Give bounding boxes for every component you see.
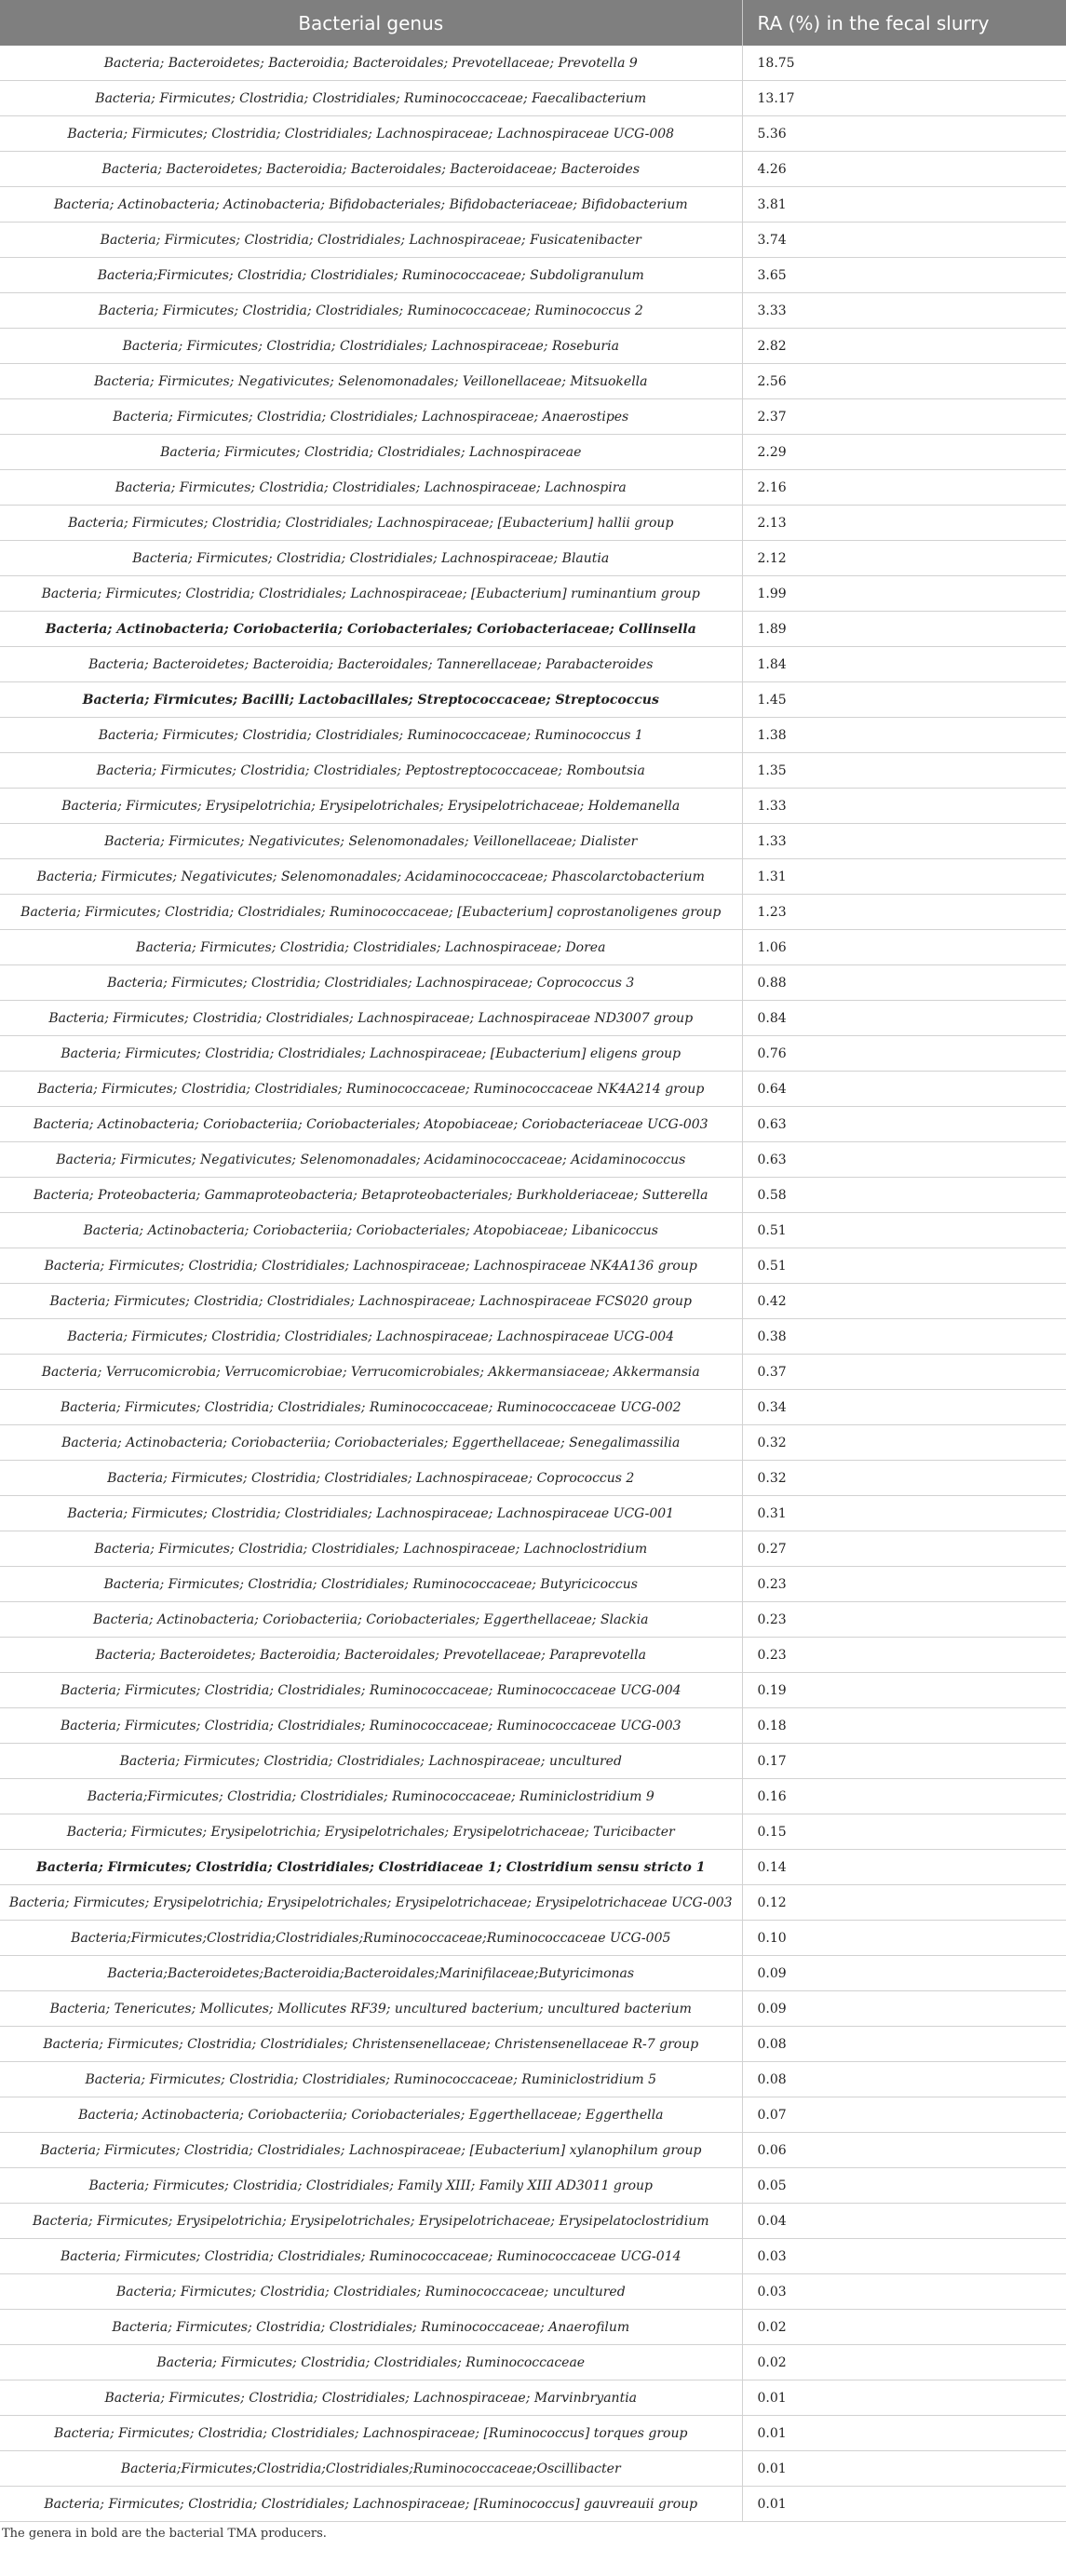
ra-cell: 0.12 — [742, 1885, 1066, 1921]
genus-cell: Bacteria; Firmicutes; Clostridia; Clostridiales; Ruminococcaceae; Ruminococcaceae UCG-014 — [0, 2239, 742, 2274]
genus-cell: Bacteria; Firmicutes; Clostridia; Clostridiales; Lachnospiraceae; Lachnospiraceae UCG-001 — [0, 1496, 742, 1531]
genus-cell: Bacteria; Firmicutes; Clostridia; Clostridiales; Lachnospiraceae; Coprococcus 2 — [0, 1461, 742, 1496]
genus-cell: Bacteria;Bacteroidetes;Bacteroidia;Bacteroidales;Marinifilaceae;Butyricimonas — [0, 1956, 742, 1991]
table-row — [0, 930, 1066, 965]
ra-cell: 0.76 — [742, 1036, 1066, 1072]
table-row — [0, 2416, 1066, 2451]
genus-cell: Bacteria; Firmicutes; Clostridia; Clostridiales; Ruminococcaceae; Ruminococcaceae UCG-003 — [0, 1708, 742, 1744]
ra-cell: 1.45 — [742, 682, 1066, 718]
ra-cell: 1.99 — [742, 576, 1066, 612]
table-row — [0, 2451, 1066, 2487]
genus-cell: Bacteria; Firmicutes; Clostridia; Clostridiales; Ruminococcaceae; Faecalibacterium — [0, 81, 742, 116]
table-row — [0, 1921, 1066, 1956]
ra-cell: 1.33 — [742, 824, 1066, 859]
table-row — [0, 2133, 1066, 2168]
genus-cell: Bacteria; Firmicutes; Clostridia; Clostridiales; Lachnospiraceae; Lachnospira — [0, 470, 742, 506]
table-row — [0, 1638, 1066, 1673]
ra-cell: 13.17 — [742, 81, 1066, 116]
table-row — [0, 1178, 1066, 1213]
ra-cell: 18.75 — [742, 46, 1066, 81]
table-row — [0, 824, 1066, 859]
ra-cell: 4.26 — [742, 152, 1066, 187]
ra-cell: 0.32 — [742, 1425, 1066, 1461]
ra-cell: 0.02 — [742, 2310, 1066, 2345]
table-row — [0, 1885, 1066, 1921]
genus-cell: Bacteria; Verrucomicrobia; Verrucomicrobiae; Verrucomicrobiales; Akkermansiaceae; Akkermansia — [0, 1355, 742, 1390]
ra-cell: 0.18 — [742, 1708, 1066, 1744]
ra-cell: 0.37 — [742, 1355, 1066, 1390]
table-row — [0, 753, 1066, 789]
table-row — [0, 1390, 1066, 1425]
table-row — [0, 1779, 1066, 1814]
ra-cell: 0.03 — [742, 2274, 1066, 2310]
table-footnote: The genera in bold are the bacterial TMA producers. — [2, 2527, 327, 2541]
genus-cell: Bacteria; Bacteroidetes; Bacteroidia; Bacteroidales; Prevotellaceae; Paraprevotella — [0, 1638, 742, 1673]
table-row — [0, 506, 1066, 541]
ra-cell: 0.84 — [742, 1001, 1066, 1036]
genus-cell: Bacteria;Firmicutes; Clostridia; Clostridiales; Ruminococcaceae; Ruminiclostridium 9 — [0, 1779, 742, 1814]
table-row — [0, 293, 1066, 329]
table-row — [0, 789, 1066, 824]
ra-cell: 0.63 — [742, 1107, 1066, 1142]
genus-cell: Bacteria; Firmicutes; Erysipelotrichia; Erysipelotrichales; Erysipelotrichaceae; Erysipelotrichaceae UCG-003 — [0, 1885, 742, 1921]
table-row — [0, 2487, 1066, 2522]
table-row — [0, 470, 1066, 506]
genus-cell: Bacteria; Firmicutes; Clostridia; Clostridiales; Family XIII; Family XIII AD3011 group — [0, 2168, 742, 2204]
genus-cell: Bacteria; Firmicutes; Clostridia; Clostridiales; Lachnospiraceae — [0, 435, 742, 470]
ra-cell: 1.23 — [742, 895, 1066, 930]
genus-cell: Bacteria;Firmicutes;Clostridia;Clostridiales;Ruminococcaceae;Oscillibacter — [0, 2451, 742, 2487]
ra-cell: 0.42 — [742, 1284, 1066, 1319]
genus-cell: Bacteria; Firmicutes; Clostridia; Clostridiales; Peptostreptococcaceae; Romboutsia — [0, 753, 742, 789]
ra-cell: 0.14 — [742, 1850, 1066, 1885]
ra-cell: 0.16 — [742, 1779, 1066, 1814]
ra-cell: 2.13 — [742, 506, 1066, 541]
table-row — [0, 399, 1066, 435]
table-row — [0, 329, 1066, 364]
table-row — [0, 1425, 1066, 1461]
ra-cell: 2.16 — [742, 470, 1066, 506]
ra-cell: 5.36 — [742, 116, 1066, 152]
table-row — [0, 1956, 1066, 1991]
genus-cell: Bacteria; Firmicutes; Erysipelotrichia; Erysipelotrichales; Erysipelotrichaceae; Turicibacter — [0, 1814, 742, 1850]
ra-cell: 0.23 — [742, 1638, 1066, 1673]
genus-cell: Bacteria; Firmicutes; Bacilli; Lactobacillales; Streptococcaceae; Streptococcus — [0, 682, 742, 718]
table-row — [0, 1673, 1066, 1708]
ra-cell: 0.07 — [742, 2097, 1066, 2133]
genus-cell: Bacteria; Firmicutes; Clostridia; Clostridiales; Ruminococcaceae; Ruminococcaceae NK4A214 group — [0, 1072, 742, 1107]
table-row — [0, 1213, 1066, 1248]
table-row — [0, 541, 1066, 576]
table-row — [0, 2380, 1066, 2416]
genus-cell: Bacteria; Firmicutes; Clostridia; Clostridiales; Lachnospiraceae; Dorea — [0, 930, 742, 965]
table-row — [0, 2239, 1066, 2274]
table-row — [0, 1001, 1066, 1036]
table-row — [0, 1744, 1066, 1779]
genus-cell: Bacteria; Firmicutes; Clostridia; Clostridiales; Lachnospiraceae; Lachnospiraceae UCG-004 — [0, 1319, 742, 1355]
ra-cell: 0.58 — [742, 1178, 1066, 1213]
column-header-ra: RA (%) in the fecal slurry — [742, 0, 1066, 46]
table-row — [0, 859, 1066, 895]
ra-cell: 2.29 — [742, 435, 1066, 470]
table-row — [0, 1708, 1066, 1744]
table-row — [0, 1142, 1066, 1178]
genus-cell: Bacteria; Firmicutes; Clostridia; Clostridiales; Ruminococcaceae; [Eubacterium] coprostanoligenes group — [0, 895, 742, 930]
genus-cell: Bacteria; Firmicutes; Negativicutes; Selenomonadales; Acidaminococcaceae; Acidaminococcus — [0, 1142, 742, 1178]
ra-cell: 0.04 — [742, 2204, 1066, 2239]
table-row — [0, 576, 1066, 612]
ra-cell: 0.09 — [742, 1956, 1066, 1991]
table-row — [0, 152, 1066, 187]
table-row — [0, 116, 1066, 152]
ra-cell: 0.31 — [742, 1496, 1066, 1531]
genus-cell: Bacteria; Bacteroidetes; Bacteroidia; Bacteroidales; Prevotellaceae; Prevotella 9 — [0, 46, 742, 81]
genus-cell: Bacteria; Firmicutes; Clostridia; Clostridiales; Ruminococcaceae — [0, 2345, 742, 2380]
ra-cell: 1.35 — [742, 753, 1066, 789]
ra-cell: 0.64 — [742, 1072, 1066, 1107]
genus-cell: Bacteria; Firmicutes; Clostridia; Clostridiales; Lachnospiraceae; Lachnospiraceae FCS020 group — [0, 1284, 742, 1319]
genus-cell: Bacteria; Firmicutes; Clostridia; Clostridiales; Clostridiaceae 1; Clostridium sensu stricto 1 — [0, 1850, 742, 1885]
genus-cell: Bacteria; Firmicutes; Clostridia; Clostridiales; Lachnospiraceae; Lachnospiraceae ND3007 group — [0, 1001, 742, 1036]
ra-cell: 0.06 — [742, 2133, 1066, 2168]
ra-cell: 0.51 — [742, 1248, 1066, 1284]
table-row — [0, 647, 1066, 682]
table-row — [0, 46, 1066, 81]
ra-cell: 1.06 — [742, 930, 1066, 965]
genus-cell: Bacteria; Firmicutes; Clostridia; Clostridiales; Christensenellaceae; Christensenellaceae R-7 group — [0, 2027, 742, 2062]
genus-cell: Bacteria; Firmicutes; Negativicutes; Selenomonadales; Acidaminococcaceae; Phascolarctobacterium — [0, 859, 742, 895]
genus-cell: Bacteria; Actinobacteria; Coriobacteriia; Coriobacteriales; Eggerthellaceae; Slackia — [0, 1602, 742, 1638]
table-row — [0, 1107, 1066, 1142]
table-row — [0, 2274, 1066, 2310]
ra-cell: 0.08 — [742, 2027, 1066, 2062]
genus-cell: Bacteria; Firmicutes; Clostridia; Clostridiales; Lachnospiraceae; Anaerostipes — [0, 399, 742, 435]
table-row — [0, 1284, 1066, 1319]
table-row — [0, 965, 1066, 1001]
table-row — [0, 258, 1066, 293]
genus-cell: Bacteria;Firmicutes; Clostridia; Clostridiales; Ruminococcaceae; Subdoligranulum — [0, 258, 742, 293]
table-row — [0, 2027, 1066, 2062]
ra-cell: 0.15 — [742, 1814, 1066, 1850]
ra-cell: 0.51 — [742, 1213, 1066, 1248]
genus-cell: Bacteria; Firmicutes; Clostridia; Clostridiales; Lachnospiraceae; Coprococcus 3 — [0, 965, 742, 1001]
table-row — [0, 1355, 1066, 1390]
genus-cell: Bacteria; Firmicutes; Clostridia; Clostridiales; Lachnospiraceae; Marvinbryantia — [0, 2380, 742, 2416]
genus-cell: Bacteria; Firmicutes; Clostridia; Clostridiales; Lachnospiraceae; [Ruminococcus] torques group — [0, 2416, 742, 2451]
table-row — [0, 1602, 1066, 1638]
genus-cell: Bacteria; Firmicutes; Clostridia; Clostridiales; Ruminococcaceae; Ruminococcaceae UCG-004 — [0, 1673, 742, 1708]
ra-cell: 0.08 — [742, 2062, 1066, 2097]
ra-cell: 3.81 — [742, 187, 1066, 223]
table-row — [0, 2310, 1066, 2345]
genus-cell: Bacteria; Firmicutes; Clostridia; Clostridiales; Ruminococcaceae; Butyricicoccus — [0, 1567, 742, 1602]
ra-cell: 0.02 — [742, 2345, 1066, 2380]
ra-cell: 0.27 — [742, 1531, 1066, 1567]
ra-cell: 0.38 — [742, 1319, 1066, 1355]
ra-cell: 0.01 — [742, 2487, 1066, 2522]
table-row — [0, 1531, 1066, 1567]
table-row — [0, 895, 1066, 930]
ra-cell: 3.33 — [742, 293, 1066, 329]
ra-cell: 0.10 — [742, 1921, 1066, 1956]
ra-cell: 0.01 — [742, 2451, 1066, 2487]
table-header-row — [0, 0, 1066, 46]
ra-cell: 3.65 — [742, 258, 1066, 293]
genus-cell: Bacteria; Firmicutes; Clostridia; Clostridiales; Lachnospiraceae; Fusicatenibacter — [0, 223, 742, 258]
genus-cell: Bacteria; Firmicutes; Clostridia; Clostridiales; Ruminococcaceae; Ruminococcus 1 — [0, 718, 742, 753]
genus-cell: Bacteria; Proteobacteria; Gammaproteobacteria; Betaproteobacteriales; Burkholderiaceae; Sutterella — [0, 1178, 742, 1213]
ra-cell: 0.19 — [742, 1673, 1066, 1708]
ra-cell: 1.89 — [742, 612, 1066, 647]
genus-cell: Bacteria; Firmicutes; Clostridia; Clostridiales; Lachnospiraceae; [Eubacterium] ruminantium group — [0, 576, 742, 612]
genus-cell: Bacteria; Actinobacteria; Coriobacteriia; Coriobacteriales; Atopobiaceae; Libanicoccus — [0, 1213, 742, 1248]
ra-cell: 1.38 — [742, 718, 1066, 753]
ra-cell: 1.33 — [742, 789, 1066, 824]
ra-cell: 2.82 — [742, 329, 1066, 364]
genus-cell: Bacteria; Firmicutes; Clostridia; Clostridiales; Lachnospiraceae; [Eubacterium] xylanophilum group — [0, 2133, 742, 2168]
ra-cell: 0.17 — [742, 1744, 1066, 1779]
genus-cell: Bacteria; Firmicutes; Clostridia; Clostridiales; Ruminococcaceae; Ruminococcaceae UCG-002 — [0, 1390, 742, 1425]
genus-cell: Bacteria; Firmicutes; Clostridia; Clostridiales; Ruminococcaceae; Ruminiclostridium 5 — [0, 2062, 742, 2097]
genus-cell: Bacteria; Actinobacteria; Actinobacteria; Bifidobacteriales; Bifidobacteriaceae; Bifidobacterium — [0, 187, 742, 223]
ra-cell: 0.32 — [742, 1461, 1066, 1496]
genus-cell: Bacteria; Actinobacteria; Coriobacteriia; Coriobacteriales; Coriobacteriaceae; Collinsella — [0, 612, 742, 647]
genus-cell: Bacteria; Firmicutes; Clostridia; Clostridiales; Lachnospiraceae; [Ruminococcus] gauvreauii group — [0, 2487, 742, 2522]
table-row — [0, 1567, 1066, 1602]
table-row — [0, 2097, 1066, 2133]
table-row — [0, 2345, 1066, 2380]
table-body — [0, 46, 1066, 2522]
table-row — [0, 435, 1066, 470]
genus-cell: Bacteria; Firmicutes; Clostridia; Clostridiales; Lachnospiraceae; uncultured — [0, 1744, 742, 1779]
genus-cell: Bacteria; Firmicutes; Negativicutes; Selenomonadales; Veillonellaceae; Mitsuokella — [0, 364, 742, 399]
genus-cell: Bacteria; Firmicutes; Clostridia; Clostridiales; Lachnospiraceae; Blautia — [0, 541, 742, 576]
genus-cell: Bacteria; Firmicutes; Clostridia; Clostridiales; Ruminococcaceae; uncultured — [0, 2274, 742, 2310]
genus-cell: Bacteria;Firmicutes;Clostridia;Clostridiales;Ruminococcaceae;Ruminococcaceae UCG-005 — [0, 1921, 742, 1956]
table-row — [0, 223, 1066, 258]
table-row — [0, 187, 1066, 223]
ra-cell: 0.34 — [742, 1390, 1066, 1425]
table-row — [0, 1461, 1066, 1496]
genus-cell: Bacteria; Firmicutes; Clostridia; Clostridiales; Lachnospiraceae; [Eubacterium] hallii group — [0, 506, 742, 541]
ra-cell: 0.23 — [742, 1567, 1066, 1602]
column-header-genus: Bacterial genus — [0, 0, 742, 46]
genus-cell: Bacteria; Firmicutes; Erysipelotrichia; Erysipelotrichales; Erysipelotrichaceae; Holdemanella — [0, 789, 742, 824]
table-row — [0, 1319, 1066, 1355]
genus-cell: Bacteria; Actinobacteria; Coriobacteriia; Coriobacteriales; Eggerthellaceae; Senegalimassilia — [0, 1425, 742, 1461]
ra-cell: 0.23 — [742, 1602, 1066, 1638]
ra-cell: 0.01 — [742, 2416, 1066, 2451]
ra-cell: 1.31 — [742, 859, 1066, 895]
ra-cell: 0.09 — [742, 1991, 1066, 2027]
genus-cell: Bacteria; Firmicutes; Clostridia; Clostridiales; Ruminococcaceae; Anaerofilum — [0, 2310, 742, 2345]
genus-cell: Bacteria; Firmicutes; Clostridia; Clostridiales; Ruminococcaceae; Ruminococcus 2 — [0, 293, 742, 329]
genus-cell: Bacteria; Firmicutes; Negativicutes; Selenomonadales; Veillonellaceae; Dialister — [0, 824, 742, 859]
table-row — [0, 1496, 1066, 1531]
table-row — [0, 1036, 1066, 1072]
table-row — [0, 718, 1066, 753]
table-row — [0, 682, 1066, 718]
table-row — [0, 1814, 1066, 1850]
genus-cell: Bacteria; Firmicutes; Clostridia; Clostridiales; Lachnospiraceae; Lachnoclostridium — [0, 1531, 742, 1567]
ra-cell: 2.37 — [742, 399, 1066, 435]
genus-cell: Bacteria; Actinobacteria; Coriobacteriia; Coriobacteriales; Atopobiaceae; Coriobacteriaceae UCG-003 — [0, 1107, 742, 1142]
table-row — [0, 2168, 1066, 2204]
table-row — [0, 2062, 1066, 2097]
genus-cell: Bacteria; Bacteroidetes; Bacteroidia; Bacteroidales; Tannerellaceae; Parabacteroides — [0, 647, 742, 682]
genus-cell: Bacteria; Tenericutes; Mollicutes; Mollicutes RF39; uncultured bacterium; uncultured bacterium — [0, 1991, 742, 2027]
ra-cell: 2.56 — [742, 364, 1066, 399]
genus-cell: Bacteria; Bacteroidetes; Bacteroidia; Bacteroidales; Bacteroidaceae; Bacteroides — [0, 152, 742, 187]
ra-cell: 0.05 — [742, 2168, 1066, 2204]
ra-cell: 0.88 — [742, 965, 1066, 1001]
table-row — [0, 612, 1066, 647]
table-row — [0, 1248, 1066, 1284]
ra-cell: 3.74 — [742, 223, 1066, 258]
table-row — [0, 2204, 1066, 2239]
ra-cell: 0.01 — [742, 2380, 1066, 2416]
genus-cell: Bacteria; Firmicutes; Clostridia; Clostridiales; Lachnospiraceae; Lachnospiraceae NK4A136 group — [0, 1248, 742, 1284]
table-row — [0, 364, 1066, 399]
genus-cell: Bacteria; Firmicutes; Erysipelotrichia; Erysipelotrichales; Erysipelotrichaceae; Erysipelatoclostridium — [0, 2204, 742, 2239]
genus-cell: Bacteria; Actinobacteria; Coriobacteriia; Coriobacteriales; Eggerthellaceae; Eggerthella — [0, 2097, 742, 2133]
genus-cell: Bacteria; Firmicutes; Clostridia; Clostridiales; Lachnospiraceae; Roseburia — [0, 329, 742, 364]
genus-cell: Bacteria; Firmicutes; Clostridia; Clostridiales; Lachnospiraceae; [Eubacterium] eligens group — [0, 1036, 742, 1072]
table-row — [0, 1991, 1066, 2027]
ra-cell: 0.63 — [742, 1142, 1066, 1178]
ra-cell: 2.12 — [742, 541, 1066, 576]
table-row — [0, 1072, 1066, 1107]
table-row — [0, 81, 1066, 116]
ra-cell: 1.84 — [742, 647, 1066, 682]
table-row — [0, 1850, 1066, 1885]
ra-cell: 0.03 — [742, 2239, 1066, 2274]
genus-cell: Bacteria; Firmicutes; Clostridia; Clostridiales; Lachnospiraceae; Lachnospiraceae UCG-008 — [0, 116, 742, 152]
